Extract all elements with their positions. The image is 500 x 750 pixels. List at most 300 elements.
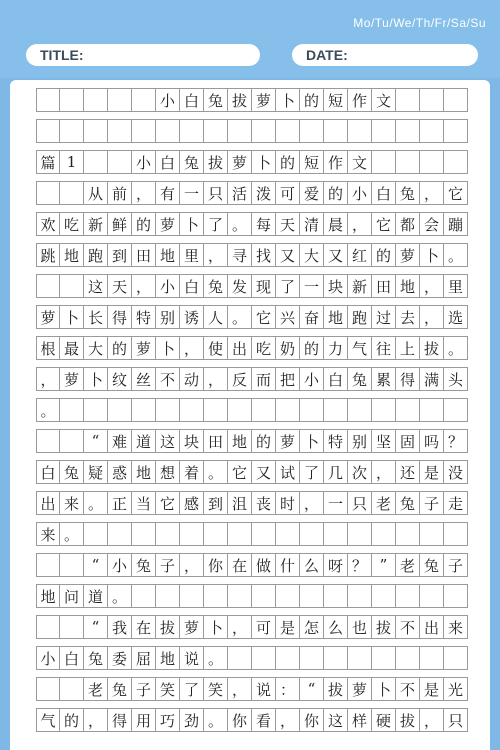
grid-cell [180, 398, 204, 422]
grid-cell: 在 [132, 615, 156, 639]
grid-cell: 力 [324, 336, 348, 360]
grid-cell [348, 646, 372, 670]
grid-cell [180, 522, 204, 546]
grid-cell: 委 [108, 646, 132, 670]
grid-cell: 呀 [324, 553, 348, 577]
grid-cell: 当 [132, 491, 156, 515]
grid-cell [180, 584, 204, 608]
grid-cell: ， [420, 274, 444, 298]
grid-cell [420, 88, 444, 112]
grid-cell: 作 [348, 88, 372, 112]
grid-cell: 兔 [132, 553, 156, 577]
grid-cell: 一 [300, 274, 324, 298]
grid-cell: 会 [420, 212, 444, 236]
grid-cell: 问 [60, 584, 84, 608]
weekday-selector[interactable]: Mo/Tu/We/Th/Fr/Sa/Su [353, 16, 486, 30]
grid-cell [252, 584, 276, 608]
grid-cell: 萝 [276, 429, 300, 453]
grid-cell: 它 [156, 491, 180, 515]
grid-cell: 兔 [348, 367, 372, 391]
grid-cell: 的 [300, 336, 324, 360]
grid-cell: 拔 [156, 615, 180, 639]
grid-cell [348, 398, 372, 422]
grid-cell: 小 [108, 553, 132, 577]
grid-cell: 吗 [420, 429, 444, 453]
grid-cell: 田 [132, 243, 156, 267]
grid-cell: 欢 [36, 212, 60, 236]
grid-cell: 道 [84, 584, 108, 608]
grid-row [36, 553, 468, 577]
grid-cell: ， [228, 677, 252, 701]
grid-cell: 上 [396, 336, 420, 360]
grid-cell [180, 119, 204, 143]
grid-cell [60, 677, 84, 701]
grid-cell: 丧 [252, 491, 276, 515]
grid-cell: 兔 [396, 491, 420, 515]
grid-cell: 天 [276, 212, 300, 236]
grid-cell: 有 [156, 181, 180, 205]
grid-cell [300, 119, 324, 143]
grid-cell [60, 274, 84, 298]
date-label: DATE: [306, 47, 348, 63]
grid-cell: 也 [348, 615, 372, 639]
grid-cell: 的 [108, 336, 132, 360]
grid-cell [348, 584, 372, 608]
grid-cell: 兔 [84, 646, 108, 670]
grid-cell: 老 [84, 677, 108, 701]
grid-cell: 萝 [36, 305, 60, 329]
grid-cell: 萝 [132, 336, 156, 360]
grid-cell: 怎 [300, 615, 324, 639]
grid-cell [396, 584, 420, 608]
grid-cell [252, 119, 276, 143]
grid-cell [60, 88, 84, 112]
grid-cell: 想 [156, 460, 180, 484]
grid-cell: 兔 [420, 553, 444, 577]
grid-cell [108, 398, 132, 422]
grid-cell: 时 [276, 491, 300, 515]
grid-cell: 篇 [36, 150, 60, 174]
grid-cell: 短 [300, 150, 324, 174]
grid-cell: 。 [204, 708, 228, 732]
grid-cell: 在 [228, 553, 252, 577]
grid-cell: 还 [396, 460, 420, 484]
grid-cell: 兔 [204, 88, 228, 112]
grid-cell: 小 [36, 646, 60, 670]
grid-cell: “ [84, 429, 108, 453]
grid-cell: ， [372, 460, 396, 484]
grid-cell: 寻 [228, 243, 252, 267]
grid-cell: 吃 [60, 212, 84, 236]
grid-row [36, 398, 468, 422]
grid-cell: 走 [444, 491, 468, 515]
grid-cell: 不 [156, 367, 180, 391]
grid-cell: 萝 [396, 243, 420, 267]
grid-cell: 头 [444, 367, 468, 391]
grid-cell [228, 119, 252, 143]
grid-row [36, 522, 468, 546]
grid-cell [420, 646, 444, 670]
grid-cell: 拔 [372, 615, 396, 639]
grid-cell: 子 [444, 553, 468, 577]
grid-cell [132, 119, 156, 143]
grid-cell: 找 [252, 243, 276, 267]
grid-cell [60, 181, 84, 205]
grid-cell: 用 [132, 708, 156, 732]
grid-cell: ” [372, 553, 396, 577]
grid-cell: ， [276, 708, 300, 732]
grid-cell: 拔 [396, 708, 420, 732]
grid-cell [276, 584, 300, 608]
grid-cell [108, 88, 132, 112]
grid-cell: ， [180, 336, 204, 360]
grid-cell [84, 119, 108, 143]
grid-cell: 得 [108, 708, 132, 732]
grid-cell: 短 [324, 88, 348, 112]
grid-cell [276, 119, 300, 143]
grid-cell: 拔 [420, 336, 444, 360]
grid-cell: 人 [204, 305, 228, 329]
grid-cell: 卜 [276, 88, 300, 112]
grid-cell: 地 [396, 274, 420, 298]
grid-cell: 天 [108, 274, 132, 298]
grid-cell: 大 [84, 336, 108, 360]
grid-cell: 最 [60, 336, 84, 360]
grid-cell [156, 522, 180, 546]
grid-cell [420, 522, 444, 546]
grid-cell: 做 [252, 553, 276, 577]
grid-cell [60, 429, 84, 453]
grid-cell [300, 522, 324, 546]
grid-cell: 又 [252, 460, 276, 484]
grid-cell: 使 [204, 336, 228, 360]
grid-cell: 把 [276, 367, 300, 391]
grid-cell: 新 [348, 274, 372, 298]
grid-cell: 说 [180, 646, 204, 670]
grid-cell [372, 522, 396, 546]
grid-cell: 是 [276, 615, 300, 639]
grid-cell: 白 [180, 274, 204, 298]
grid-cell: 地 [156, 243, 180, 267]
grid-cell: 吃 [252, 336, 276, 360]
grid-cell: 你 [300, 708, 324, 732]
grid-cell: 过 [372, 305, 396, 329]
title-field[interactable] [26, 44, 260, 66]
grid-cell: 惑 [108, 460, 132, 484]
grid-cell: 巧 [156, 708, 180, 732]
grid-cell: 小 [348, 181, 372, 205]
grid-cell: ： [276, 677, 300, 701]
grid-row [36, 615, 468, 639]
grid-cell [36, 274, 60, 298]
grid-cell [420, 119, 444, 143]
grid-cell [36, 677, 60, 701]
grid-cell: 。 [60, 522, 84, 546]
grid-cell: 的 [252, 429, 276, 453]
grid-cell: 硬 [372, 708, 396, 732]
grid-row [36, 491, 468, 515]
grid-cell [36, 553, 60, 577]
grid-row [36, 708, 468, 732]
grid-cell: 么 [300, 553, 324, 577]
grid-cell: 块 [180, 429, 204, 453]
grid-cell: 卜 [180, 212, 204, 236]
grid-cell [420, 398, 444, 422]
grid-cell: 劲 [180, 708, 204, 732]
grid-cell [132, 522, 156, 546]
grid-cell: 卜 [300, 429, 324, 453]
grid-cell: ， [348, 212, 372, 236]
grid-cell: 块 [324, 274, 348, 298]
grid-cell: ， [36, 367, 60, 391]
grid-cell: 老 [372, 491, 396, 515]
grid-cell [444, 522, 468, 546]
grid-cell [36, 119, 60, 143]
grid-row [36, 460, 468, 484]
grid-cell: 只 [204, 181, 228, 205]
grid-cell: 笑 [156, 677, 180, 701]
grid-cell: ， [420, 181, 444, 205]
grid-cell [324, 646, 348, 670]
grid-cell: ， [228, 615, 252, 639]
grid-cell: “ [300, 677, 324, 701]
grid-cell: ， [132, 181, 156, 205]
grid-cell: 卜 [84, 367, 108, 391]
grid-cell: ， [420, 708, 444, 732]
grid-cell: 兔 [396, 181, 420, 205]
grid-cell: 正 [108, 491, 132, 515]
grid-cell: 丝 [132, 367, 156, 391]
grid-cell: 。 [108, 584, 132, 608]
grid-cell: “ [84, 615, 108, 639]
grid-cell: 别 [348, 429, 372, 453]
grid-cell: 每 [252, 212, 276, 236]
grid-cell [372, 398, 396, 422]
grid-cell: 满 [420, 367, 444, 391]
grid-cell: 一 [324, 491, 348, 515]
grid-cell: 又 [324, 243, 348, 267]
grid-cell: 根 [36, 336, 60, 360]
grid-cell [324, 522, 348, 546]
grid-cell: 跑 [84, 243, 108, 267]
grid-cell: 卜 [60, 305, 84, 329]
grid-cell [228, 646, 252, 670]
grid-cell: 作 [324, 150, 348, 174]
grid-cell: 萝 [156, 212, 180, 236]
grid-cell: 地 [156, 646, 180, 670]
writing-paper [10, 80, 490, 750]
grid-cell: 从 [84, 181, 108, 205]
grid-cell: 么 [324, 615, 348, 639]
grid-cell: 这 [324, 708, 348, 732]
grid-cell: 出 [420, 615, 444, 639]
grid-cell: 白 [36, 460, 60, 484]
grid-cell: 光 [444, 677, 468, 701]
grid-cell: ， [84, 708, 108, 732]
grid-cell: 它 [444, 181, 468, 205]
grid-cell: 没 [444, 460, 468, 484]
grid-cell: 只 [444, 708, 468, 732]
grid-cell [36, 181, 60, 205]
grid-cell: 小 [156, 88, 180, 112]
grid-cell [156, 584, 180, 608]
grid-cell: 到 [108, 243, 132, 267]
grid-cell: 感 [180, 491, 204, 515]
grid-cell: 卜 [420, 243, 444, 267]
grid-cell: 前 [108, 181, 132, 205]
grid-cell: 清 [300, 212, 324, 236]
grid-cell [132, 398, 156, 422]
grid-cell: 气 [36, 708, 60, 732]
grid-cell: 地 [228, 429, 252, 453]
grid-cell [396, 522, 420, 546]
grid-cell [204, 398, 228, 422]
grid-cell [156, 119, 180, 143]
grid-cell: 它 [372, 212, 396, 236]
grid-cell: 田 [372, 274, 396, 298]
grid-cell: 诱 [180, 305, 204, 329]
grid-cell: 什 [276, 553, 300, 577]
grid-cell: ， [300, 491, 324, 515]
grid-cell: “ [84, 553, 108, 577]
grid-cell: 。 [444, 336, 468, 360]
grid-cell: 而 [252, 367, 276, 391]
grid-cell: 出 [36, 491, 60, 515]
grid-row [36, 584, 468, 608]
grid-cell: 你 [228, 708, 252, 732]
grid-cell [204, 584, 228, 608]
grid-cell: 大 [300, 243, 324, 267]
grid-cell: 兔 [180, 150, 204, 174]
grid-row [36, 274, 468, 298]
grid-cell: 白 [324, 367, 348, 391]
grid-cell [372, 119, 396, 143]
grid-row [36, 677, 468, 701]
grid-cell: 了 [204, 212, 228, 236]
grid-cell [132, 88, 156, 112]
grid-cell: 试 [276, 460, 300, 484]
grid-cell: 来 [60, 491, 84, 515]
grid-cell [132, 584, 156, 608]
grid-cell [372, 584, 396, 608]
grid-cell: ？ [348, 553, 372, 577]
grid-cell: 爱 [300, 181, 324, 205]
grid-cell: 红 [348, 243, 372, 267]
grid-cell: 得 [108, 305, 132, 329]
grid-cell: 。 [204, 460, 228, 484]
grid-cell [252, 398, 276, 422]
title-label: TITLE: [40, 47, 84, 63]
grid-cell: 累 [372, 367, 396, 391]
grid-cell: 气 [348, 336, 372, 360]
grid-cell: 反 [228, 367, 252, 391]
date-field[interactable] [292, 44, 478, 66]
grid-cell: 。 [204, 646, 228, 670]
grid-cell: 小 [300, 367, 324, 391]
grid-cell: 可 [252, 615, 276, 639]
grid-cell: 疑 [84, 460, 108, 484]
grid-cell: 得 [396, 367, 420, 391]
grid-cell [84, 88, 108, 112]
grid-cell [420, 150, 444, 174]
grid-row [36, 150, 468, 174]
grid-cell: ， [132, 274, 156, 298]
grid-cell [444, 398, 468, 422]
grid-cell: ， [204, 367, 228, 391]
grid-cell: 田 [204, 429, 228, 453]
grid-cell: 的 [276, 150, 300, 174]
grid-cell: 到 [204, 491, 228, 515]
grid-cell: 小 [156, 274, 180, 298]
grid-cell: 了 [300, 460, 324, 484]
grid-row [36, 646, 468, 670]
grid-cell [84, 150, 108, 174]
grid-cell: 别 [156, 305, 180, 329]
grid-cell: 你 [204, 553, 228, 577]
grid-cell: 笑 [204, 677, 228, 701]
grid-row [36, 181, 468, 205]
grid-cell: 兔 [60, 460, 84, 484]
grid-row [36, 212, 468, 236]
grid-cell: 兴 [276, 305, 300, 329]
grid-cell [276, 398, 300, 422]
grid-cell: 长 [84, 305, 108, 329]
grid-cell: 泼 [252, 181, 276, 205]
grid-cell [84, 398, 108, 422]
grid-cell: 里 [180, 243, 204, 267]
grid-cell: 的 [60, 708, 84, 732]
grid-cell [252, 522, 276, 546]
grid-cell: 了 [180, 677, 204, 701]
grid-cell: 的 [300, 88, 324, 112]
grid-cell: 不 [396, 615, 420, 639]
grid-cell: 卜 [372, 677, 396, 701]
grid-cell [444, 150, 468, 174]
grid-cell: 萝 [228, 150, 252, 174]
grid-cell [444, 119, 468, 143]
grid-cell: ， [204, 243, 228, 267]
grid-cell: 子 [420, 491, 444, 515]
grid-cell: 来 [444, 615, 468, 639]
grid-cell [156, 398, 180, 422]
grid-row [36, 119, 468, 143]
grid-cell [372, 646, 396, 670]
grid-cell: 这 [156, 429, 180, 453]
grid-cell: 地 [60, 243, 84, 267]
grid-cell: 白 [372, 181, 396, 205]
grid-cell: 子 [156, 553, 180, 577]
grid-cell: 样 [348, 708, 372, 732]
grid-cell: 着 [180, 460, 204, 484]
grid-cell: 。 [84, 491, 108, 515]
grid-cell [396, 119, 420, 143]
grid-cell [84, 522, 108, 546]
grid-cell: 跑 [348, 305, 372, 329]
grid-cell: 活 [228, 181, 252, 205]
header-band [0, 0, 500, 78]
grid-cell: 地 [324, 305, 348, 329]
grid-cell: 沮 [228, 491, 252, 515]
grid-cell: ， [180, 553, 204, 577]
grid-cell: ？ [444, 429, 468, 453]
grid-row [36, 243, 468, 267]
grid-cell [108, 522, 132, 546]
grid-cell: 白 [60, 646, 84, 670]
grid-cell: 萝 [60, 367, 84, 391]
grid-cell: 特 [324, 429, 348, 453]
grid-cell: 这 [84, 274, 108, 298]
grid-cell [204, 119, 228, 143]
